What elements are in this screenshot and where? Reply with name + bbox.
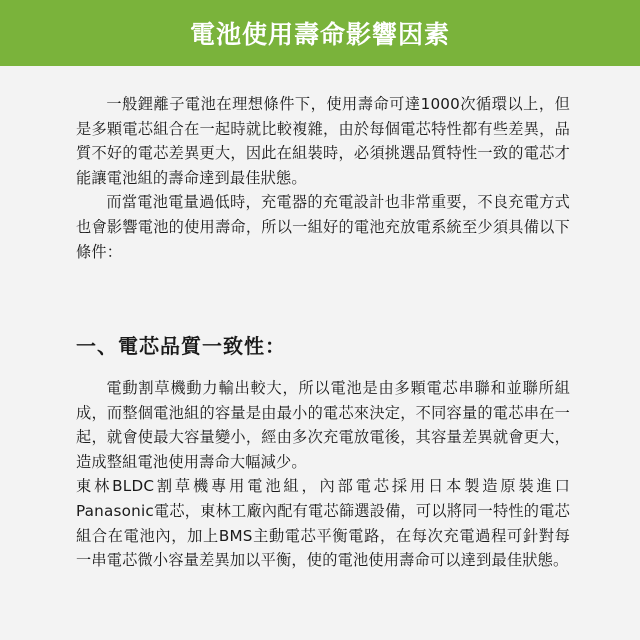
- section-heading: 一、電芯品質一致性：: [76, 334, 286, 358]
- intro-paragraph-1: 一般鋰離子電池在理想條件下，使用壽命可達1000次循環以上，但是多顆電芯組合在一起時就比較複雜，由於每個電芯特性都有些差異，品質不好的電芯差異更大，因此在組裝時，必須挑選品質特性一致的電芯才能讓電池組的壽命達到最佳狀態。: [76, 95, 570, 187]
- section-paragraph-2: 東林BLDC割草機專用電池組，內部電芯採用日本製造原裝進口Panasonic電芯，東林工廠內配有電芯篩選設備，可以將同一特性的電芯組合在電池內，加上BMS主動電芯平衡電路，在每次充電過程可針對每一串電芯微小容量差異加以平衡，使的電池使用壽命可以達到最佳狀態。: [76, 477, 570, 570]
- section-paragraph-1: 電動割草機動力輸出較大，所以電池是由多顆電芯串聯和並聯所組成，而整個電池組的容量是由最小的電芯來決定，不同容量的電芯串在一起，就會使最大容量變小，經由多次充電放電後，其容量差異就會更大，造成整組電池使用壽命大幅減少。: [76, 379, 570, 471]
- section-body: [76, 376, 570, 573]
- title-banner: [0, 0, 640, 66]
- article-body: [76, 92, 570, 570]
- intro-paragraph-2: 而當電池電量過低時，充電器的充電設計也非常重要，不良充電方式也會影響電池的使用壽命，所以一組好的電池充放電系統至少須具備以下條件：: [76, 193, 570, 261]
- page-title: 電池使用壽命影響因素: [189, 20, 450, 49]
